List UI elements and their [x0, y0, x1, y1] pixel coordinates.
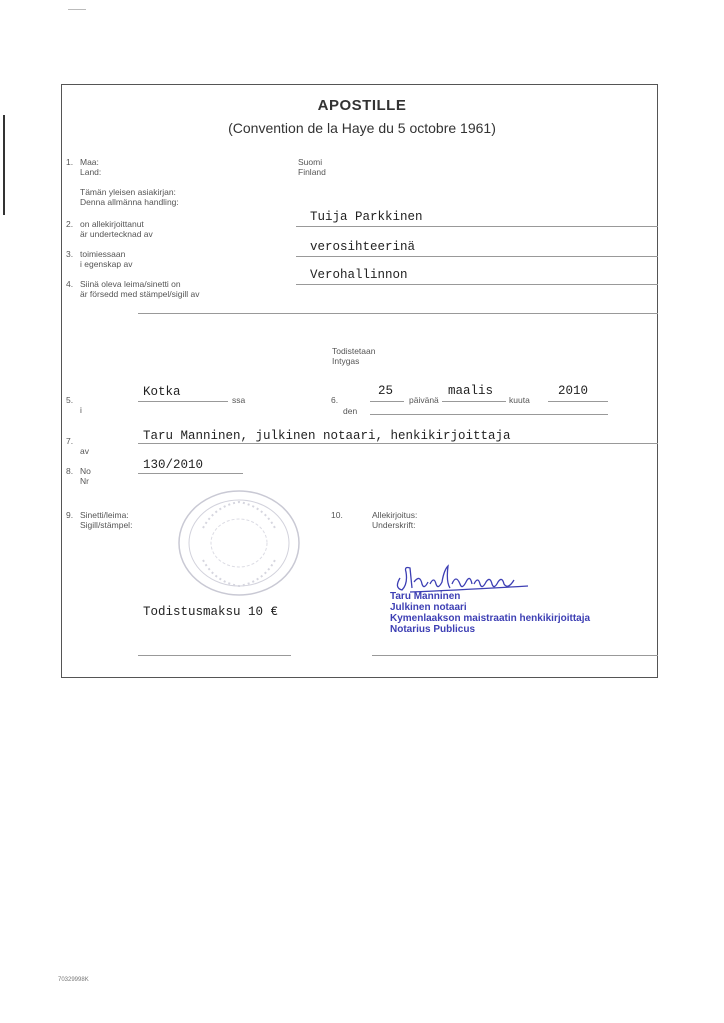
- field8-value: 130/2010: [143, 458, 204, 472]
- top-dash: [68, 9, 86, 10]
- field2-label-sv: är undertecknad av: [80, 229, 153, 239]
- field6-line-2: [370, 414, 608, 415]
- field6-year-line: [548, 401, 608, 402]
- field5-suffix: ssa: [232, 395, 246, 405]
- field5-number: 5.: [66, 395, 74, 405]
- signer-name: Taru Manninen: [390, 591, 461, 602]
- field4-label-fi: Siinä oleva leima/sinetti on: [80, 279, 181, 289]
- field4-number: 4.: [66, 279, 74, 289]
- certified-sv: Intygas: [332, 356, 360, 366]
- field8-label-sv: Nr: [80, 476, 89, 486]
- intro-fi: Tämän yleisen asiakirjan:: [80, 187, 176, 197]
- footer-code: 70329998K: [58, 977, 89, 983]
- field4-value: Verohallinnon: [310, 268, 408, 282]
- field9-label-sv: Sigill/stämpel:: [80, 520, 133, 530]
- field3-number: 3.: [66, 249, 74, 259]
- official-seal-icon: [175, 488, 303, 598]
- field10-label-sv: Underskrift:: [372, 520, 416, 530]
- field6-month-label: kuuta: [509, 395, 530, 405]
- page-title: APOSTILLE: [317, 97, 407, 114]
- field6-day-label: päivänä: [409, 395, 439, 405]
- field3-value: verosihteerinä: [310, 240, 416, 254]
- field3-label-sv: i egenskap av: [80, 259, 133, 269]
- field1-label-fi: Maa:: [80, 157, 99, 167]
- field7-value: Taru Manninen, julkinen notaari, henkikirjoittaja: [143, 429, 511, 443]
- field9-label-fi: Sinetti/leima:: [80, 510, 129, 520]
- signer-latin: Notarius Publicus: [390, 624, 476, 635]
- fee-line: [138, 655, 291, 656]
- field5-line: [138, 401, 228, 402]
- field2-label-fi: on allekirjoittanut: [80, 219, 144, 229]
- page-subtitle: (Convention de la Haye du 5 octobre 1961): [228, 120, 496, 136]
- field6-day-line: [370, 401, 404, 402]
- field5-value: Kotka: [143, 385, 181, 399]
- field9-number: 9.: [66, 510, 74, 520]
- field2-number: 2.: [66, 219, 74, 229]
- fee-text: Todistusmaksu 10 €: [143, 605, 279, 619]
- field10-label-fi: Allekirjoitus:: [372, 510, 418, 520]
- field6-label-sv: den: [343, 406, 358, 416]
- field10-number: 10.: [331, 510, 343, 520]
- signer-office: Kymenlaakson maistraatin henkikirjoittaja: [390, 613, 591, 624]
- field8-label-fi: No: [80, 466, 91, 476]
- field6-month-line: [442, 401, 506, 402]
- field3-line: [296, 256, 658, 257]
- certified-fi: Todistetaan: [332, 346, 376, 356]
- field8-number: 8.: [66, 466, 74, 476]
- field6-number: 6.: [331, 395, 339, 405]
- field4-line: [296, 284, 658, 285]
- field6-day: 25: [378, 384, 394, 398]
- signer-role: Julkinen notaari: [390, 602, 467, 613]
- field4-label-sv: är försedd med stämpel/sigill av: [80, 289, 200, 299]
- field2-line: [296, 226, 658, 227]
- field6-month: maalis: [448, 384, 494, 398]
- field5-label-sv: i: [80, 405, 82, 415]
- apostille-frame: [61, 84, 658, 678]
- field4-line-2: [138, 313, 658, 314]
- field8-line: [138, 473, 243, 474]
- intro-sv: Denna allmänna handling:: [80, 197, 179, 207]
- field1-value-sv: Finland: [298, 167, 326, 177]
- field3-label-fi: toimiessaan: [80, 249, 126, 259]
- field1-number: 1.: [66, 157, 74, 167]
- field2-value: Tuija Parkkinen: [310, 210, 423, 224]
- signature-line: [372, 655, 658, 656]
- field7-label-sv: av: [80, 446, 89, 456]
- field1-label-sv: Land:: [80, 167, 102, 177]
- field7-number: 7.: [66, 436, 74, 446]
- field1-value-fi: Suomi: [298, 157, 323, 167]
- field6-year: 2010: [558, 384, 589, 398]
- field7-line: [138, 443, 658, 444]
